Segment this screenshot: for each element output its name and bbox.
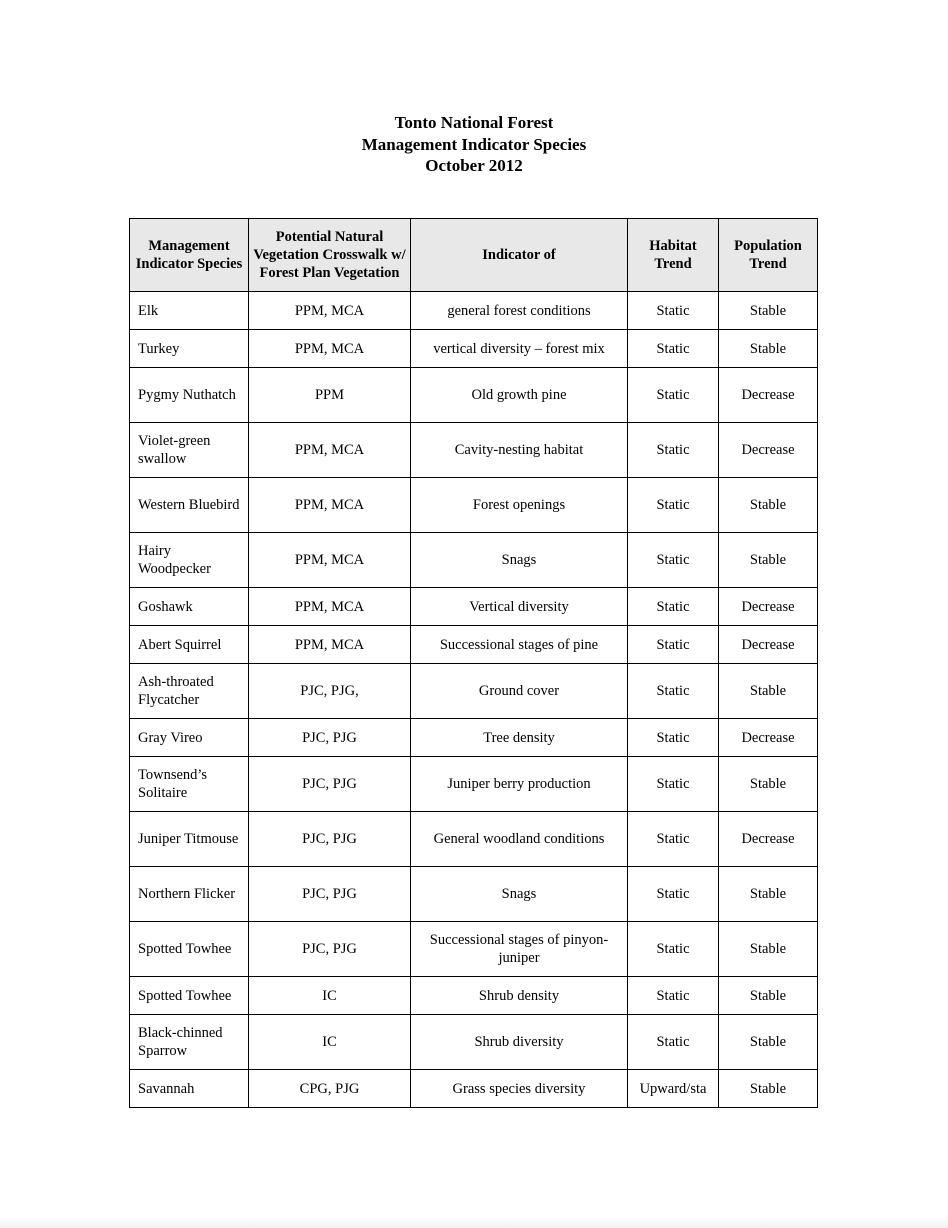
page-bottom-edge	[0, 1216, 948, 1228]
cell-vegetation: PJC, PJG	[249, 812, 411, 867]
cell-indicator: Tree density	[411, 719, 628, 757]
cell-species: Abert Squirrel	[130, 626, 249, 664]
cell-species: Spotted Towhee	[130, 922, 249, 977]
cell-indicator: Shrub density	[411, 977, 628, 1015]
cell-indicator: Successional stages of pine	[411, 626, 628, 664]
cell-species: Pygmy Nuthatch	[130, 368, 249, 423]
cell-population-trend: Decrease	[719, 812, 818, 867]
cell-indicator: general forest conditions	[411, 292, 628, 330]
cell-species: Gray Vireo	[130, 719, 249, 757]
cell-indicator: Ground cover	[411, 664, 628, 719]
cell-population-trend: Stable	[719, 664, 818, 719]
cell-indicator: Cavity-nesting habitat	[411, 423, 628, 478]
cell-population-trend: Stable	[719, 757, 818, 812]
cell-vegetation: PPM, MCA	[249, 423, 411, 478]
cell-habitat-trend: Static	[628, 368, 719, 423]
cell-habitat-trend: Static	[628, 292, 719, 330]
cell-indicator: vertical diversity – forest mix	[411, 330, 628, 368]
cell-species: Northern Flicker	[130, 867, 249, 922]
table-row	[130, 757, 818, 812]
cell-vegetation: PPM	[249, 368, 411, 423]
cell-indicator: Grass species diversity	[411, 1070, 628, 1108]
cell-population-trend: Stable	[719, 330, 818, 368]
cell-habitat-trend: Static	[628, 423, 719, 478]
cell-vegetation: PPM, MCA	[249, 478, 411, 533]
cell-vegetation: IC	[249, 977, 411, 1015]
cell-species: Ash-throated Flycatcher	[130, 664, 249, 719]
cell-vegetation: CPG, PJG	[249, 1070, 411, 1108]
cell-indicator: Snags	[411, 533, 628, 588]
cell-population-trend: Stable	[719, 867, 818, 922]
cell-habitat-trend: Static	[628, 626, 719, 664]
cell-population-trend: Stable	[719, 1015, 818, 1070]
cell-species: Goshawk	[130, 588, 249, 626]
cell-vegetation: PJC, PJG,	[249, 664, 411, 719]
table-row	[130, 1070, 818, 1108]
cell-habitat-trend: Upward/sta	[628, 1070, 719, 1108]
table-row	[130, 588, 818, 626]
cell-species: Juniper Titmouse	[130, 812, 249, 867]
cell-population-trend: Stable	[719, 977, 818, 1015]
cell-vegetation: PPM, MCA	[249, 292, 411, 330]
cell-species: Black-chinned Sparrow	[130, 1015, 249, 1070]
header-habitat-trend: Habitat Trend	[628, 219, 719, 292]
cell-population-trend: Decrease	[719, 626, 818, 664]
table-row	[130, 867, 818, 922]
header-species: Management Indicator Species	[130, 219, 249, 292]
cell-habitat-trend: Static	[628, 664, 719, 719]
table-row	[130, 977, 818, 1015]
table-row	[130, 330, 818, 368]
cell-vegetation: PJC, PJG	[249, 719, 411, 757]
table-row	[130, 664, 818, 719]
cell-population-trend: Decrease	[719, 368, 818, 423]
cell-habitat-trend: Static	[628, 719, 719, 757]
header-indicator: Indicator of	[411, 219, 628, 292]
cell-habitat-trend: Static	[628, 922, 719, 977]
cell-vegetation: PJC, PJG	[249, 922, 411, 977]
table-row	[130, 478, 818, 533]
cell-population-trend: Decrease	[719, 588, 818, 626]
table-row	[130, 292, 818, 330]
cell-habitat-trend: Static	[628, 1015, 719, 1070]
cell-species: Elk	[130, 292, 249, 330]
cell-vegetation: PJC, PJG	[249, 757, 411, 812]
cell-species: Violet-green swallow	[130, 423, 249, 478]
cell-habitat-trend: Static	[628, 757, 719, 812]
table-header-row	[130, 219, 818, 292]
cell-vegetation: PJC, PJG	[249, 867, 411, 922]
cell-population-trend: Stable	[719, 1070, 818, 1108]
cell-habitat-trend: Static	[628, 533, 719, 588]
cell-habitat-trend: Static	[628, 330, 719, 368]
cell-indicator: Shrub diversity	[411, 1015, 628, 1070]
cell-population-trend: Decrease	[719, 719, 818, 757]
cell-population-trend: Stable	[719, 533, 818, 588]
cell-indicator: Juniper berry production	[411, 757, 628, 812]
table-row	[130, 533, 818, 588]
cell-vegetation: PPM, MCA	[249, 330, 411, 368]
cell-species: Turkey	[130, 330, 249, 368]
species-table	[129, 218, 818, 1108]
title-line-forest: Tonto National Forest	[394, 113, 554, 132]
cell-indicator: Successional stages of pinyon-juniper	[411, 922, 628, 977]
header-vegetation: Potential Natural Vegetation Crosswalk w/ Forest Plan Vegetation	[249, 219, 411, 292]
cell-indicator: Snags	[411, 867, 628, 922]
cell-habitat-trend: Static	[628, 478, 719, 533]
title-line-date: October 2012	[425, 156, 523, 175]
table-row	[130, 1015, 818, 1070]
cell-indicator: Old growth pine	[411, 368, 628, 423]
cell-indicator: Forest openings	[411, 478, 628, 533]
cell-vegetation: IC	[249, 1015, 411, 1070]
table-row	[130, 719, 818, 757]
cell-vegetation: PPM, MCA	[249, 533, 411, 588]
cell-species: Savannah	[130, 1070, 249, 1108]
cell-indicator: Vertical diversity	[411, 588, 628, 626]
cell-population-trend: Stable	[719, 292, 818, 330]
cell-habitat-trend: Static	[628, 977, 719, 1015]
table-row	[130, 368, 818, 423]
cell-habitat-trend: Static	[628, 867, 719, 922]
document-title	[0, 112, 948, 177]
table-row	[130, 812, 818, 867]
cell-vegetation: PPM, MCA	[249, 588, 411, 626]
cell-habitat-trend: Static	[628, 812, 719, 867]
table-row	[130, 423, 818, 478]
cell-indicator: General woodland conditions	[411, 812, 628, 867]
cell-species: Spotted Towhee	[130, 977, 249, 1015]
cell-species: Hairy Woodpecker	[130, 533, 249, 588]
cell-vegetation: PPM, MCA	[249, 626, 411, 664]
cell-population-trend: Stable	[719, 478, 818, 533]
header-population-trend: Population Trend	[719, 219, 818, 292]
cell-species: Townsend’s Solitaire	[130, 757, 249, 812]
cell-population-trend: Decrease	[719, 423, 818, 478]
cell-habitat-trend: Static	[628, 588, 719, 626]
table-row	[130, 922, 818, 977]
cell-population-trend: Stable	[719, 922, 818, 977]
table-row	[130, 626, 818, 664]
cell-species: Western Bluebird	[130, 478, 249, 533]
title-line-subject: Management Indicator Species	[361, 134, 587, 154]
